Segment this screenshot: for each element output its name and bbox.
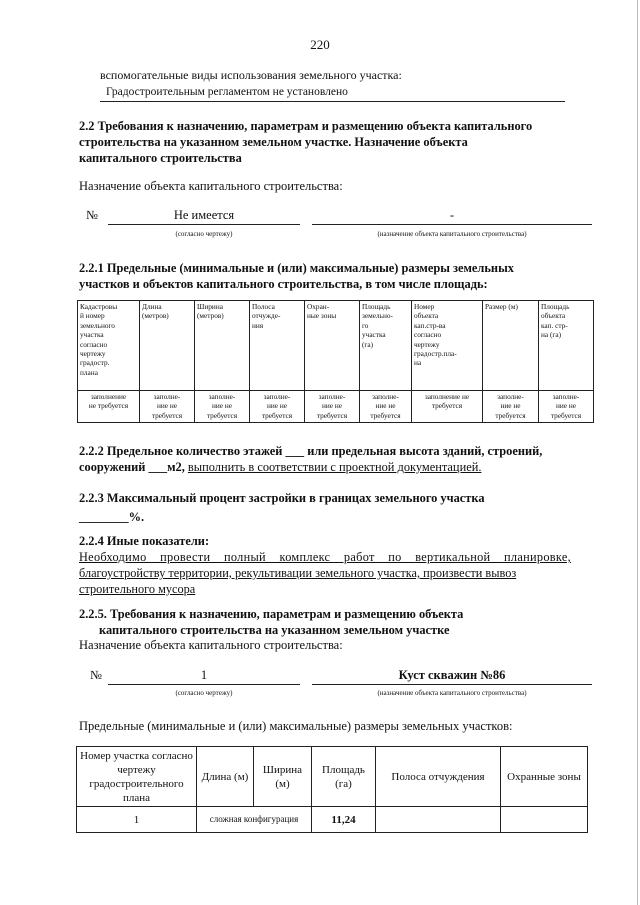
sizes-label: Предельные (минимальные и (или) максимальные) размеры земельных участков: xyxy=(79,719,513,733)
aux-use-label: вспомогательные виды использования земельного участка: xyxy=(100,68,402,82)
caption-per-drawing-2: (согласно чертежу) xyxy=(175,689,233,697)
caption-per-drawing: (согласно чертежу) xyxy=(175,230,233,238)
object-purpose-underline-2 xyxy=(312,684,592,685)
section-2-2-4-text: Необходимо провести полный комплекс работ по вертикальной планировке, благоустройству территории, рекультивации земельного участка, произвести вывоз строительного мусора xyxy=(79,550,571,596)
table-row xyxy=(78,391,594,423)
object-number-value-2: 1 xyxy=(200,668,208,682)
section-2-2-4-heading: 2.2.4 Иные показатели: xyxy=(79,534,210,548)
cell-area: 11,24 xyxy=(312,807,376,833)
object-purpose-underline xyxy=(312,224,592,225)
table-cell: заполне- ние не требуется xyxy=(250,391,305,423)
cell-alienation-strip xyxy=(376,807,501,833)
header-object-area: Площадь объекта кап. стр- на (га) xyxy=(539,301,594,391)
table-cell: заполне- ние не требуется xyxy=(539,391,594,423)
number-sign: № xyxy=(86,208,98,222)
table-cell: заполне- ние не требуется xyxy=(140,391,195,423)
object-number-underline-2 xyxy=(108,684,300,685)
header-length: Длина (метров) xyxy=(140,301,195,391)
section-2-2-5-heading: 2.2.5. Требования к назначению, параметрам и размещению объекта капитального строительства на указанном земельном участке xyxy=(79,607,464,637)
header-object-number: Номер объекта кап.стр-ва согласно чертежу градостр.пла- на xyxy=(412,301,483,391)
object-purpose-value: - xyxy=(449,208,455,222)
aux-use-underline xyxy=(100,101,565,102)
header-width-m: Ширина (м) xyxy=(254,747,312,807)
table-row xyxy=(77,807,588,833)
header-size: Размер (м) xyxy=(483,301,539,391)
table-cell: заполне- ние не требуется xyxy=(360,391,412,423)
number-sign-2: № xyxy=(90,668,102,682)
table-cell: заполне- ние не требуется xyxy=(483,391,539,423)
header-plot-area: Площадь земельно- го участка (га) xyxy=(360,301,412,391)
section-2-2-3: 2.2.3 Максимальный процент застройки в границах земельного участка ________%. xyxy=(79,491,485,524)
table-cell: заполне- ние не требуется xyxy=(195,391,250,423)
table-header-row xyxy=(78,301,594,391)
table-cell: заполнение не требуется xyxy=(412,391,483,423)
object-purpose-value-2: Куст скважин №86 xyxy=(398,668,506,682)
header-area-ha: Площадь (га) xyxy=(312,747,376,807)
section-2-2-heading: 2.2 Требования к назначению, параметрам и размещению объекта капитального строительства на указанном земельном участке. Назначение объекта капитального строительства xyxy=(79,119,533,165)
header-alienation-strip: Полоса отчуждения xyxy=(376,747,501,807)
table-header-row xyxy=(77,747,588,807)
caption-object-purpose: (назначение объекта капитального строительства) xyxy=(377,230,527,238)
object-number-underline xyxy=(108,224,300,225)
aux-use-value: Градостроительным регламентом не установлено xyxy=(106,86,348,98)
header-width: Ширина (метров) xyxy=(195,301,250,391)
sizes-table xyxy=(76,746,588,833)
cell-protected-zones xyxy=(501,807,588,833)
parameters-table xyxy=(77,300,594,423)
cell-plot-number: 1 xyxy=(77,807,197,833)
header-protected-zones: Охранные зоны xyxy=(501,747,588,807)
section-2-2-2: 2.2.2 Предельное количество этажей ___ или предельная высота зданий, строений, сооружений ___м2, выполнить в соответствии с проектной документацией. xyxy=(79,444,543,474)
table-cell: заполне- ние не требуется xyxy=(305,391,360,423)
header-plot-number: Номер участка согласно чертежу градостроительного плана xyxy=(77,747,197,807)
section-2-2-1-heading: 2.2.1 Предельные (минимальные и (или) максимальные) размеры земельных участков и объектов капитального строительства, в том числе площадь: xyxy=(79,261,514,291)
object-number-value: Не имеется xyxy=(173,208,235,222)
header-length-m: Длина (м) xyxy=(197,747,254,807)
table-cell: заполнение не требуется xyxy=(78,391,140,423)
header-cadastral-number: Кадастровы й номер земельного участка согласно чертежу градостр. плана xyxy=(78,301,140,391)
purpose-label: Назначение объекта капитального строительства: xyxy=(79,179,343,193)
page-edge xyxy=(637,0,638,905)
caption-object-purpose-2: (назначение объекта капитального строительства) xyxy=(377,689,527,697)
header-protected-zones: Охран- ные зоны xyxy=(305,301,360,391)
header-alienation-strip: Полоса отчужде- ния xyxy=(250,301,305,391)
purpose-label-2: Назначение объекта капитального строительства: xyxy=(79,638,343,652)
page-number: 220 xyxy=(310,37,330,52)
cell-length-width: сложная конфигурация xyxy=(197,807,312,833)
